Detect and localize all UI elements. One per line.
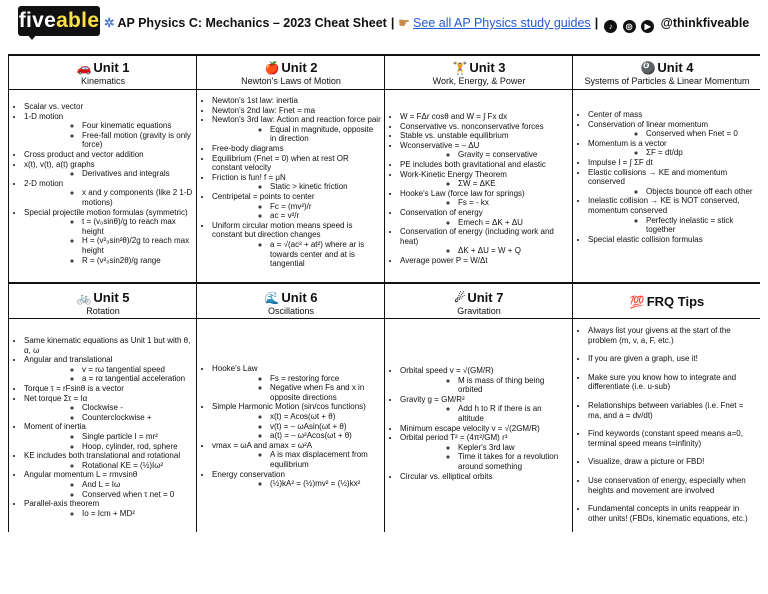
list-item xyxy=(212,364,381,402)
list-item xyxy=(588,504,757,523)
unit-content xyxy=(391,366,569,481)
unit-heading xyxy=(385,290,573,316)
list-item xyxy=(24,150,193,160)
sub-list-item: ◦ Hoop, cylinder, rod, sphere xyxy=(82,442,193,452)
car-icon: 🚗 xyxy=(76,61,92,75)
list-item xyxy=(400,160,569,170)
weightlifter-icon: 🏋 xyxy=(452,61,468,75)
list-item-text: Use conservation of energy, especially when heights and movement are involved xyxy=(588,475,746,495)
sub-list xyxy=(24,365,193,384)
bullet-list xyxy=(15,102,193,265)
unit-subtitle: Gravitation xyxy=(457,306,501,316)
sub-list-item: ◦ Fs = - kx xyxy=(458,198,569,208)
list-item xyxy=(24,384,193,394)
list-item xyxy=(212,96,381,106)
instagram-icon[interactable]: ◎ xyxy=(623,20,636,33)
list-item-text: Newton's 1st law: inertia xyxy=(212,96,299,105)
list-item-text: Equilibrium (Fnet = 0) when at rest OR constant velocity xyxy=(212,153,349,173)
sub-list-item: ◦ x and y components (like 2 1-D motions) xyxy=(82,188,193,207)
sub-list xyxy=(212,125,381,144)
unit-content xyxy=(579,110,757,244)
list-item xyxy=(24,208,193,266)
sub-list xyxy=(24,169,193,179)
sub-list-item: ◦ Free-fall motion (gravity is only force) xyxy=(82,131,193,150)
list-item xyxy=(24,451,193,470)
list-item xyxy=(24,470,193,499)
sub-list xyxy=(24,121,193,150)
logo-tail xyxy=(27,34,37,40)
sub-list-item: ◦ Io = Icm + MD² xyxy=(82,509,193,519)
list-item-text: Special elastic collision formulas xyxy=(588,234,703,244)
list-item xyxy=(24,422,193,451)
list-item-text: Average power P = W/Δt xyxy=(400,255,488,265)
billiard-ball-icon: 🎱 xyxy=(640,61,656,75)
sub-list-item: ◦ And L = Iω xyxy=(82,480,193,490)
sub-list xyxy=(212,374,381,403)
sub-list xyxy=(400,179,569,189)
sub-list xyxy=(212,182,381,192)
sub-list-item: ◦ R = (v²₀sin2θ)/g range xyxy=(82,256,193,266)
list-item-text: Momentum is a vector xyxy=(588,138,667,148)
list-item xyxy=(588,139,757,158)
sub-list-item: ◦ Static > kinetic friction xyxy=(270,182,381,192)
youtube-icon[interactable]: ▶ xyxy=(641,20,654,33)
unit-subtitle: Kinematics xyxy=(80,76,125,86)
sub-list-item: ◦ v(t) = – ωAsin(ωt + θ) xyxy=(270,422,381,432)
sub-list xyxy=(400,443,569,472)
list-item xyxy=(588,158,757,168)
list-item xyxy=(400,131,569,141)
cheat-sheet-grid xyxy=(8,56,760,532)
list-item xyxy=(588,196,757,234)
sub-list-item: ◦ Emech = ΔK + ΔU xyxy=(458,218,569,228)
sub-list-item: ◦ Gravity = conservative xyxy=(458,150,569,160)
sub-list-item: ◦ Clockwise - xyxy=(82,403,193,413)
sub-list xyxy=(24,461,193,471)
tiktok-icon[interactable]: ♪ xyxy=(604,20,617,33)
list-item-text: x(t), v(t), a(t) graphs xyxy=(24,159,95,169)
unit-content xyxy=(15,102,193,265)
list-item xyxy=(400,395,569,424)
list-item xyxy=(24,336,193,355)
list-item xyxy=(588,168,757,197)
sub-list-item: ◦ ac = v²/r xyxy=(270,211,381,221)
separator: | xyxy=(594,16,599,30)
list-item-text: Hooke's Law xyxy=(212,364,258,373)
list-item-text: Minimum escape velocity v = √(2GM/R) xyxy=(400,423,540,433)
unit-subtitle: Systems of Particles & Linear Momentum xyxy=(584,76,750,86)
sub-list-item: ◦ Equal in magnitude, opposite in direction xyxy=(270,125,381,144)
unit-heading xyxy=(573,60,761,86)
list-item-text: Same kinematic equations as Unit 1 but with θ, α, ω xyxy=(24,336,191,355)
sub-list-item: ◦ a(t) = – ω²Acos(ωt + θ) xyxy=(270,431,381,441)
sub-list xyxy=(212,450,381,469)
list-item-text: Friction is fun! f = μN xyxy=(212,172,286,182)
list-item-text: PE includes both gravitational and elastic xyxy=(400,159,546,169)
sub-list-item: ◦ Counterclockwise + xyxy=(82,413,193,423)
list-item xyxy=(212,106,381,116)
list-item-text: Orbital period T² = (4π²/GM) r³ xyxy=(400,433,508,443)
list-item xyxy=(24,160,193,179)
unit-content xyxy=(579,326,757,532)
unit-title: Unit 1 xyxy=(93,60,130,75)
list-item-text: 2-D motion xyxy=(24,178,64,188)
list-item-text: If you are given a graph, use it! xyxy=(588,354,698,364)
list-item xyxy=(400,366,569,395)
unit-title: Unit 5 xyxy=(93,290,130,305)
unit-title: Unit 4 xyxy=(657,60,694,75)
list-item-text: Angular momentum L = rmvsinθ xyxy=(24,470,138,480)
sub-list-item: ◦ a = √(ac² + at²) where ar is towards center and at is tangential xyxy=(270,240,381,269)
list-item-text: Special projectile motion formulas (symmetric) xyxy=(24,207,188,217)
bullet-list xyxy=(203,364,381,489)
wave-icon: 🌊 xyxy=(264,291,280,305)
unit-subtitle: Rotation xyxy=(86,306,120,316)
header xyxy=(0,0,768,46)
bullet-list xyxy=(391,112,569,266)
list-item-text: Conservative vs. nonconservative forces xyxy=(400,121,544,131)
sub-list xyxy=(24,480,193,499)
sub-list xyxy=(588,216,757,235)
sub-list-item: ◦ Conserved when τ net = 0 xyxy=(82,490,193,500)
list-item xyxy=(400,256,569,266)
sub-list-item: ◦ A is max displacement from equilibrium xyxy=(270,450,381,469)
list-item-text: Conservation of energy xyxy=(400,207,483,217)
list-item-text: Fundamental concepts in units reappear in other units! (FBDs, kinematic equations, etc.) xyxy=(588,504,748,523)
list-item-text: Angular and translational xyxy=(24,355,113,365)
unit-content xyxy=(203,96,381,269)
sub-list-item: ◦ ΣW = ΔKE xyxy=(458,179,569,189)
sub-list-item: ◦ Derivatives and integrals xyxy=(82,169,193,179)
bullet-list xyxy=(579,326,757,523)
list-item xyxy=(400,141,569,160)
unit-content xyxy=(15,336,193,518)
list-item xyxy=(24,102,193,112)
list-item-text: Wconservative = – ΔU xyxy=(400,140,480,150)
list-item xyxy=(588,476,757,495)
unit-title: FRQ Tips xyxy=(646,294,705,309)
apple-icon: 🍎 xyxy=(264,61,280,75)
unit-title: Unit 6 xyxy=(281,290,318,305)
sub-list xyxy=(212,202,381,221)
unit-3-column xyxy=(384,56,572,532)
unit-heading xyxy=(9,290,197,316)
unit-heading xyxy=(197,290,385,316)
sub-list-item: ◦ Perfectly inelastic = stick together xyxy=(646,216,757,235)
bullet-list xyxy=(391,366,569,481)
unit-1-column xyxy=(8,56,196,532)
list-item xyxy=(212,470,381,489)
list-item-text: KE includes both translational and rotational xyxy=(24,451,181,461)
list-item xyxy=(24,179,193,208)
sub-list xyxy=(212,240,381,269)
unit-heading xyxy=(9,60,197,86)
list-item xyxy=(400,112,569,122)
list-item xyxy=(400,472,569,482)
list-item xyxy=(24,112,193,150)
list-item-text: Energy conservation xyxy=(212,469,285,479)
list-item-text: Always list your givens at the start of the problem (m, v, a, F, etc.) xyxy=(588,326,731,345)
list-item-text: Circular vs. elliptical orbits xyxy=(400,471,493,481)
list-item-text: Elastic collisions → KE and momentum conserved xyxy=(588,167,728,187)
list-item-text: W = FΔr cosθ and W = ∫ Fx dx xyxy=(400,112,508,121)
study-guides-link[interactable]: See all AP Physics study guides xyxy=(413,16,591,30)
fiveable-logo[interactable]: fiveable xyxy=(18,6,100,36)
list-item xyxy=(588,326,757,345)
unit-content xyxy=(203,364,381,489)
unit-subtitle: Work, Energy, & Power xyxy=(432,76,526,86)
list-item xyxy=(588,373,757,392)
unit-heading xyxy=(197,60,385,86)
sub-list-item: ◦ Four kinematic equations xyxy=(82,121,193,131)
sub-list-item: ◦ Kepler's 3rd law xyxy=(458,443,569,453)
sub-list-item: ◦ Fc = (mv²)/r xyxy=(270,202,381,212)
list-item xyxy=(212,173,381,192)
sub-list-item: ◦ v = rω tangential speed xyxy=(82,365,193,375)
sub-list xyxy=(24,403,193,422)
bullet-list xyxy=(203,96,381,269)
list-item xyxy=(588,120,757,139)
sub-list xyxy=(400,218,569,228)
list-item-text: Parallel-axis theorem xyxy=(24,499,100,509)
sub-list xyxy=(24,188,193,207)
sub-list-item: ◦ x(t) = Acos(ωt + θ) xyxy=(270,412,381,422)
list-item-text: Center of mass xyxy=(588,110,643,119)
list-item-text: Torque τ = rFsinθ is a vector xyxy=(24,383,124,393)
unit-title: Unit 7 xyxy=(467,290,504,305)
sub-list xyxy=(24,432,193,451)
list-item xyxy=(400,170,569,189)
list-item xyxy=(588,429,757,448)
list-item xyxy=(212,192,381,221)
bullet-list xyxy=(15,336,193,518)
list-item-text: Uniform circular motion means speed is constant but direction changes xyxy=(212,220,353,240)
list-item xyxy=(588,235,757,245)
list-item-text: Conservation of linear momentum xyxy=(588,119,709,129)
sub-list-item: ◦ M is mass of thing being orbited xyxy=(458,376,569,395)
sub-list xyxy=(400,150,569,160)
list-item xyxy=(400,208,569,227)
sub-list-item: ◦ Fs = restoring force xyxy=(270,374,381,384)
list-item-text: Make sure you know how to integrate and differentiate (i.e. u-sub) xyxy=(588,372,737,392)
sub-list-item: ◦ H = (v²₀sin²θ)/2g to reach max height xyxy=(82,236,193,255)
sub-list-item: ◦ Add h to R if there is an altitude xyxy=(458,404,569,423)
sub-list-item: ◦ ΣF = dt/dp xyxy=(646,148,757,158)
comet-icon: ☄ xyxy=(454,291,466,305)
sub-list-item: ◦ (½)kA² = (½)mv² = (½)kx² xyxy=(270,479,381,489)
bullet-list xyxy=(579,110,757,244)
list-item-text: Free-body diagrams xyxy=(212,143,284,153)
list-item-text: Newton's 3rd law: Action and reaction force pair xyxy=(212,115,381,125)
list-item xyxy=(212,154,381,173)
list-item-text: Cross product and vector addition xyxy=(24,149,144,159)
list-item-text: 1-D motion xyxy=(24,111,64,121)
list-item-text: Visualize, draw a picture or FBD! xyxy=(588,457,705,467)
gear-icon: ✲ xyxy=(104,16,115,30)
sub-list-item: ◦ Negative when Fs and x in opposite directions xyxy=(270,383,381,402)
sub-list xyxy=(212,412,381,441)
header-bar xyxy=(104,15,749,33)
pointing-hand-icon: ☛ xyxy=(398,16,410,30)
list-item xyxy=(588,401,757,420)
list-item-text: Find keywords (constant speed means a=0, terminal speed means t=infinity) xyxy=(588,429,743,448)
list-item xyxy=(400,433,569,471)
unit-heading xyxy=(385,60,573,86)
unit-2-column xyxy=(196,56,384,532)
unit-title: Unit 3 xyxy=(469,60,506,75)
list-item xyxy=(400,189,569,208)
page-title: AP Physics C: Mechanics – 2023 Cheat Sheet xyxy=(117,16,387,30)
list-item xyxy=(24,394,193,423)
list-item-text: Simple Harmonic Motion (sin/cos functions) xyxy=(212,402,366,412)
bicycle-icon: 🚲 xyxy=(76,291,92,305)
sub-list-item: ◦ ΔK + ΔU = W + Q xyxy=(458,246,569,256)
sub-list-item: ◦ Conserved when Fnet = 0 xyxy=(646,129,757,139)
list-item-text: Newton's 2nd law: Fnet = ma xyxy=(212,105,316,115)
list-item xyxy=(400,227,569,256)
list-item-text: Stable vs. unstable equilibrium xyxy=(400,131,509,141)
list-item xyxy=(588,354,757,364)
list-item-text: Moment of inertia xyxy=(24,422,86,432)
unit-title: Unit 2 xyxy=(281,60,318,75)
unit-subtitle: Oscillations xyxy=(267,306,314,316)
list-item xyxy=(24,355,193,384)
sub-list-item: ◦ Objects bounce off each other xyxy=(646,187,757,197)
sub-list-item: ◦ Single particle I = mr² xyxy=(82,432,193,442)
list-item-text: Conservation of energy (including work and heat) xyxy=(400,227,554,246)
list-item-text: Net torque Στ = Iα xyxy=(24,393,88,403)
sub-list-item: ◦ t = (v₀sinθ)/g to reach max height xyxy=(82,217,193,236)
list-item xyxy=(212,144,381,154)
list-item-text: vmax = ωA and amax = ω²A xyxy=(212,440,313,450)
list-item-text: Relationships between variables (i.e. Fnet = ma, and a = dv/dt) xyxy=(588,400,744,420)
list-item xyxy=(400,122,569,132)
list-item xyxy=(588,457,757,467)
sub-list xyxy=(24,217,193,265)
sub-list-item: ◦ Rotational KE = (½)Iω² xyxy=(82,461,193,471)
sub-list xyxy=(400,198,569,208)
sub-list xyxy=(24,509,193,519)
sub-list-item: ◦ Time it takes for a revolution around something xyxy=(458,452,569,471)
separator: | xyxy=(390,16,395,30)
unit-heading xyxy=(573,294,761,309)
list-item-text: Inelastic collision → KE is NOT conserved, momentum conserved xyxy=(588,196,740,215)
list-item-text: Scalar vs. vector xyxy=(24,102,84,111)
list-item-text: Hooke's Law (force law for springs) xyxy=(400,188,525,198)
hundred-points-icon: 💯 xyxy=(629,295,645,309)
sub-list xyxy=(400,404,569,423)
sub-list xyxy=(212,479,381,489)
list-item xyxy=(400,424,569,434)
list-item-text: Centripetal = points to center xyxy=(212,191,315,201)
list-item xyxy=(588,110,757,120)
sub-list-item: ◦ a = rα tangential acceleration xyxy=(82,374,193,384)
list-item xyxy=(212,115,381,144)
unit-subtitle: Newton's Laws of Motion xyxy=(241,76,341,86)
list-item-text: Orbital speed v = √(GM/R) xyxy=(400,366,494,375)
list-item-text: Work-Kinetic Energy Theorem xyxy=(400,169,507,179)
sub-list xyxy=(400,376,569,395)
list-item-text: Impulse I = ∫ ΣF dt xyxy=(588,157,653,167)
unit-content xyxy=(391,112,569,266)
unit-4-column xyxy=(572,56,760,532)
sub-list xyxy=(588,148,757,158)
list-item xyxy=(24,499,193,518)
sub-list xyxy=(588,129,757,139)
sub-list xyxy=(588,187,757,197)
sub-list xyxy=(400,246,569,256)
list-item xyxy=(212,221,381,269)
list-item xyxy=(212,402,381,440)
social-handle: @thinkfiveable xyxy=(660,16,750,30)
list-item-text: Gravity g = GM/R² xyxy=(400,394,465,404)
list-item xyxy=(212,441,381,470)
